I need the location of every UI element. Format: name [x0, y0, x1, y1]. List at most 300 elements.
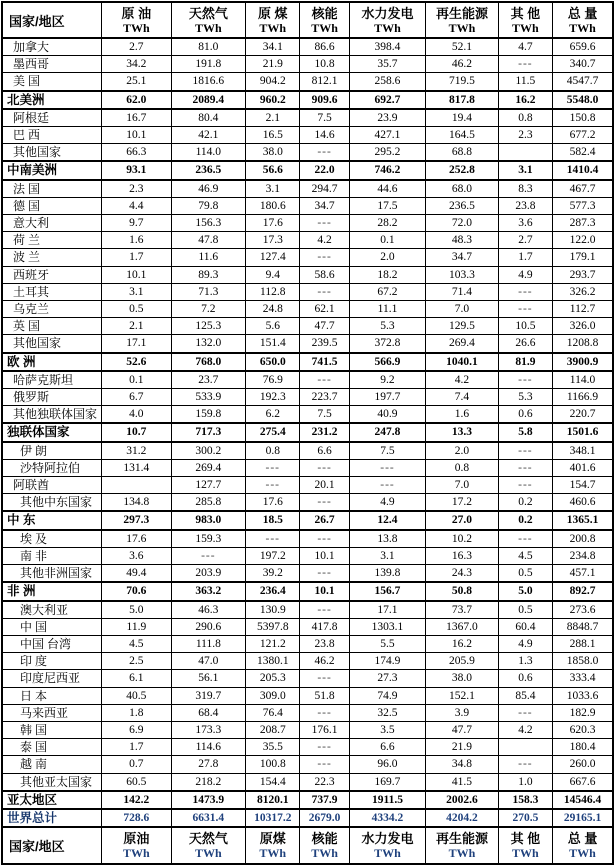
value-cell: 2.7: [498, 232, 552, 249]
value-cell: 728.6: [102, 809, 171, 827]
table-row: [2, 442, 613, 460]
value-cell: 2.3: [102, 180, 171, 198]
value-cell: 577.3: [553, 197, 613, 214]
row-label: 哈萨克斯坦: [2, 371, 102, 389]
value-cell: 17.1: [349, 601, 426, 619]
value-cell: 27.8: [171, 756, 245, 773]
table-row: [2, 704, 613, 721]
value-cell: 130.9: [246, 601, 300, 619]
value-cell: 4547.7: [553, 73, 613, 91]
value-cell: 1.7: [498, 249, 552, 266]
value-cell: 205.9: [426, 653, 498, 670]
value-cell: 86.6: [300, 38, 349, 56]
value-cell: 566.9: [349, 353, 426, 371]
value-cell: 1501.6: [553, 423, 613, 441]
row-label: 波 兰: [2, 249, 102, 266]
value-cell: 21.9: [426, 739, 498, 756]
value-cell: 6.6: [300, 442, 349, 460]
value-cell: 417.8: [300, 618, 349, 635]
region-total-row: [2, 91, 613, 109]
row-label: 其他国家: [2, 335, 102, 353]
value-cell: 62.0: [102, 91, 171, 109]
value-cell: 156.3: [171, 215, 245, 232]
value-cell: ---: [498, 756, 552, 773]
value-cell: 8120.1: [246, 791, 300, 809]
value-cell: 3.1: [349, 547, 426, 564]
value-cell: 300.2: [171, 442, 245, 460]
value-cell: 18.5: [246, 511, 300, 529]
value-cell: ---: [300, 249, 349, 266]
value-cell: 0.2: [498, 511, 552, 529]
value-cell: 10.1: [102, 127, 171, 144]
table-row: [2, 215, 613, 232]
value-cell: 1.7: [102, 249, 171, 266]
col-header-nuclear-name: 核能: [311, 5, 338, 21]
value-cell: 1.0: [498, 773, 552, 791]
table-row: [2, 773, 613, 791]
row-label: 阿联酋: [2, 477, 102, 494]
value-cell: ---: [300, 494, 349, 512]
value-cell: 960.2: [246, 91, 300, 109]
value-cell: 247.8: [349, 423, 426, 441]
table-row: [2, 144, 613, 162]
footer-col-other: [498, 827, 552, 864]
value-cell: ---: [498, 530, 552, 548]
value-cell: 0.5: [498, 601, 552, 619]
footer-col-hydro-unit: TWh: [374, 846, 401, 861]
value-cell: 1166.9: [553, 389, 613, 406]
value-cell: 5.3: [349, 318, 426, 335]
table-row: [2, 459, 613, 476]
value-cell: 17.6: [102, 530, 171, 548]
value-cell: 11.1: [349, 301, 426, 318]
value-cell: 89.3: [171, 266, 245, 283]
value-cell: 309.0: [246, 687, 300, 704]
value-cell: 154.7: [553, 477, 613, 494]
row-label: 中 东: [2, 511, 102, 529]
value-cell: 49.4: [102, 565, 171, 583]
value-cell: 112.8: [246, 283, 300, 300]
value-cell: 0.5: [102, 301, 171, 318]
value-cell: 35.5: [246, 739, 300, 756]
value-cell: ---: [300, 601, 349, 619]
value-cell: 5.6: [246, 318, 300, 335]
value-cell: 10.1: [300, 582, 349, 600]
value-cell: 26.6: [498, 335, 552, 353]
value-cell: 0.8: [498, 109, 552, 127]
footer-col-hydro: [349, 827, 426, 864]
value-cell: 9.4: [246, 266, 300, 283]
value-cell: 333.4: [553, 670, 613, 687]
value-cell: 236.4: [246, 582, 300, 600]
value-cell: 348.1: [553, 442, 613, 460]
value-cell: 17.6: [246, 494, 300, 512]
footer-col-total: [553, 827, 613, 864]
value-cell: 2.0: [349, 249, 426, 266]
value-cell: 1303.1: [349, 618, 426, 635]
value-cell: 4.4: [102, 197, 171, 214]
value-cell: 295.2: [349, 144, 426, 162]
row-label: 乌克兰: [2, 301, 102, 318]
value-cell: ---: [498, 371, 552, 389]
table-row: [2, 547, 613, 564]
value-cell: 293.7: [553, 266, 613, 283]
value-cell: [102, 477, 171, 494]
value-cell: 8.3: [498, 180, 552, 198]
value-cell: 34.8: [426, 756, 498, 773]
value-cell: 2089.4: [171, 91, 245, 109]
row-label: 沙特阿拉伯: [2, 459, 102, 476]
row-label: 意大利: [2, 215, 102, 232]
row-label: 中南美洲: [2, 161, 102, 179]
value-cell: 76.4: [246, 704, 300, 721]
value-cell: 0.6: [498, 406, 552, 424]
value-cell: 5.3: [498, 389, 552, 406]
value-cell: 40.5: [102, 687, 171, 704]
value-cell: 50.8: [426, 582, 498, 600]
value-cell: 44.6: [349, 180, 426, 198]
table-row: [2, 687, 613, 704]
value-cell: 152.1: [426, 687, 498, 704]
value-cell: ---: [300, 215, 349, 232]
value-cell: 134.8: [102, 494, 171, 512]
table-row: [2, 56, 613, 73]
row-label: 其他独联体国家: [2, 406, 102, 424]
value-cell: 154.4: [246, 773, 300, 791]
row-label: 中国 台湾: [2, 635, 102, 652]
value-cell: 0.5: [498, 565, 552, 583]
value-cell: 582.4: [553, 144, 613, 162]
value-cell: 236.5: [171, 161, 245, 179]
value-cell: 47.7: [300, 318, 349, 335]
value-cell: 4204.2: [426, 809, 498, 827]
value-cell: 7.0: [426, 477, 498, 494]
value-cell: 111.8: [171, 635, 245, 652]
value-cell: 8848.7: [553, 618, 613, 635]
value-cell: ---: [498, 56, 552, 73]
row-label: 独联体国家: [2, 423, 102, 441]
row-label: 欧 洲: [2, 353, 102, 371]
col-header-renewable: [426, 2, 498, 38]
value-cell: 21.9: [246, 56, 300, 73]
value-cell: 24.8: [246, 301, 300, 318]
value-cell: 0.2: [498, 494, 552, 512]
value-cell: ---: [246, 477, 300, 494]
value-cell: 179.1: [553, 249, 613, 266]
value-cell: 203.9: [171, 565, 245, 583]
value-cell: 220.7: [553, 406, 613, 424]
value-cell: 4.9: [498, 266, 552, 283]
row-label: 印 度: [2, 653, 102, 670]
col-header-coal: [246, 2, 300, 38]
table-row: [2, 635, 613, 652]
row-label: 其他中东国家: [2, 494, 102, 512]
value-cell: 129.5: [426, 318, 498, 335]
value-cell: 4.2: [300, 232, 349, 249]
value-cell: 46.2: [426, 56, 498, 73]
value-cell: 260.0: [553, 756, 613, 773]
region-column-title: 国家/地区: [9, 13, 65, 29]
value-cell: 2.3: [498, 127, 552, 144]
value-cell: 4.9: [349, 494, 426, 512]
value-cell: 34.7: [300, 197, 349, 214]
value-cell: ---: [349, 459, 426, 476]
table-footer: [2, 827, 613, 864]
value-cell: 273.6: [553, 601, 613, 619]
value-cell: 4.9: [498, 635, 552, 652]
row-label: 墨西哥: [2, 56, 102, 73]
value-cell: 983.0: [171, 511, 245, 529]
value-cell: 13.3: [426, 423, 498, 441]
value-cell: 7.5: [300, 406, 349, 424]
value-cell: ---: [349, 477, 426, 494]
row-label: 越 南: [2, 756, 102, 773]
footer-col-crude-oil-unit: TWh: [123, 846, 150, 861]
value-cell: 174.9: [349, 653, 426, 670]
value-cell: 56.6: [246, 161, 300, 179]
value-cell: 103.3: [426, 266, 498, 283]
footer-col-coal: [246, 827, 300, 864]
value-cell: 6.6: [349, 739, 426, 756]
col-header-natural-gas-unit: TWh: [194, 20, 222, 35]
value-cell: 127.7: [171, 477, 245, 494]
region-total-row: [2, 511, 613, 529]
col-header-natural-gas: [171, 2, 245, 38]
value-cell: 52.6: [102, 353, 171, 371]
value-cell: 817.8: [426, 91, 498, 109]
value-cell: 48.3: [426, 232, 498, 249]
value-cell: 38.0: [426, 670, 498, 687]
value-cell: 51.8: [300, 687, 349, 704]
row-label: 英 国: [2, 318, 102, 335]
value-cell: 650.0: [246, 353, 300, 371]
footer-col-coal-name: 原煤: [259, 831, 286, 847]
value-cell: 290.6: [171, 618, 245, 635]
value-cell: ---: [498, 704, 552, 721]
table-header: [2, 2, 613, 38]
value-cell: 6.7: [102, 389, 171, 406]
col-header-other-unit: TWh: [512, 20, 539, 35]
value-cell: ---: [300, 670, 349, 687]
value-cell: 52.1: [426, 38, 498, 56]
value-cell: 19.4: [426, 109, 498, 127]
value-cell: ---: [498, 283, 552, 300]
value-cell: 457.1: [553, 565, 613, 583]
col-header-nuclear: [300, 2, 349, 38]
col-header-crude-oil: [102, 2, 171, 38]
value-cell: 159.8: [171, 406, 245, 424]
footer-col-renewable: [426, 827, 498, 864]
value-cell: 0.7: [102, 756, 171, 773]
value-cell: 401.6: [553, 459, 613, 476]
value-cell: 197.7: [349, 389, 426, 406]
value-cell: 16.7: [102, 109, 171, 127]
value-cell: 904.2: [246, 73, 300, 91]
value-cell: 85.4: [498, 687, 552, 704]
value-cell: 23.8: [498, 197, 552, 214]
value-cell: 100.8: [246, 756, 300, 773]
value-cell: 81.0: [171, 38, 245, 56]
row-label: 法 国: [2, 180, 102, 198]
value-cell: ---: [246, 530, 300, 548]
value-cell: 12.4: [349, 511, 426, 529]
table-row: [2, 721, 613, 738]
footer-col-nuclear: [300, 827, 349, 864]
value-cell: 46.2: [300, 653, 349, 670]
value-cell: 2.5: [102, 653, 171, 670]
value-cell: 26.7: [300, 511, 349, 529]
region-total-row: [2, 791, 613, 809]
value-cell: 10.7: [102, 423, 171, 441]
value-cell: ---: [171, 547, 245, 564]
value-cell: 127.4: [246, 249, 300, 266]
value-cell: 17.1: [102, 335, 171, 353]
value-cell: 81.9: [498, 353, 552, 371]
value-cell: 5.5: [349, 635, 426, 652]
value-cell: 4.5: [498, 547, 552, 564]
value-cell: 18.2: [349, 266, 426, 283]
value-cell: 269.4: [171, 459, 245, 476]
value-cell: 139.8: [349, 565, 426, 583]
value-cell: 3.5: [349, 721, 426, 738]
col-header-renewable-unit: TWh: [448, 20, 476, 35]
value-cell: 114.0: [553, 371, 613, 389]
value-cell: 58.6: [300, 266, 349, 283]
value-cell: 197.2: [246, 547, 300, 564]
value-cell: 10.2: [426, 530, 498, 548]
value-cell: 5397.8: [246, 618, 300, 635]
table-row: [2, 618, 613, 635]
value-cell: 2002.6: [426, 791, 498, 809]
value-cell: 34.7: [426, 249, 498, 266]
table-row: [2, 670, 613, 687]
value-cell: 169.7: [349, 773, 426, 791]
value-cell: 7.0: [426, 301, 498, 318]
table-row: [2, 38, 613, 56]
col-header-hydro-name: 水力发电: [361, 5, 414, 21]
table-row: [2, 494, 613, 512]
value-cell: 42.1: [171, 127, 245, 144]
value-cell: 68.8: [426, 144, 498, 162]
col-header-natural-gas-name: 天然气: [188, 5, 228, 21]
value-cell: 22.3: [300, 773, 349, 791]
row-label: 其他亚太国家: [2, 773, 102, 791]
row-label: 俄罗斯: [2, 389, 102, 406]
value-cell: 121.2: [246, 635, 300, 652]
value-cell: 180.4: [553, 739, 613, 756]
value-cell: 150.8: [553, 109, 613, 127]
value-cell: 892.7: [553, 582, 613, 600]
value-cell: 23.7: [171, 371, 245, 389]
value-cell: 812.1: [300, 73, 349, 91]
value-cell: ---: [300, 756, 349, 773]
value-cell: 1.6: [102, 232, 171, 249]
region-total-row: [2, 423, 613, 441]
table-row: [2, 530, 613, 548]
value-cell: 158.3: [498, 791, 552, 809]
value-cell: 47.7: [426, 721, 498, 738]
value-cell: 6.9: [102, 721, 171, 738]
table-row: [2, 73, 613, 91]
value-cell: 319.7: [171, 687, 245, 704]
value-cell: 34.1: [246, 38, 300, 56]
row-label: 美 国: [2, 73, 102, 91]
value-cell: 13.8: [349, 530, 426, 548]
col-header-renewable-name: 再生能源: [435, 5, 488, 21]
value-cell: 533.9: [171, 389, 245, 406]
value-cell: 252.8: [426, 161, 498, 179]
value-cell: 231.2: [300, 423, 349, 441]
value-cell: 2.7: [102, 38, 171, 56]
row-label: 巴 西: [2, 127, 102, 144]
value-cell: 66.3: [102, 144, 171, 162]
value-cell: 1040.1: [426, 353, 498, 371]
value-cell: 24.3: [426, 565, 498, 583]
row-label: 韩 国: [2, 721, 102, 738]
value-cell: 10317.2: [246, 809, 300, 827]
value-cell: 80.4: [171, 109, 245, 127]
value-cell: 151.4: [246, 335, 300, 353]
value-cell: 1367.0: [426, 618, 498, 635]
value-cell: 132.0: [171, 335, 245, 353]
value-cell: 340.7: [553, 56, 613, 73]
table-row: [2, 127, 613, 144]
col-header-total: [553, 2, 613, 38]
row-label: 其他非洲国家: [2, 565, 102, 583]
value-cell: 460.6: [553, 494, 613, 512]
value-cell: 173.3: [171, 721, 245, 738]
value-cell: 46.9: [171, 180, 245, 198]
value-cell: 34.2: [102, 56, 171, 73]
value-cell: 41.5: [426, 773, 498, 791]
row-label: 马来西亚: [2, 704, 102, 721]
table-row: [2, 109, 613, 127]
row-label: 澳大利亚: [2, 601, 102, 619]
value-cell: 47.8: [171, 232, 245, 249]
footer-col-natural-gas: [171, 827, 245, 864]
table-row: [2, 739, 613, 756]
value-cell: 363.2: [171, 582, 245, 600]
value-cell: 285.8: [171, 494, 245, 512]
row-label: 世界总计: [2, 809, 102, 827]
table-body: [2, 38, 613, 827]
col-header-hydro-unit: TWh: [374, 20, 401, 35]
value-cell: 909.6: [300, 91, 349, 109]
value-cell: 5.0: [102, 601, 171, 619]
value-cell: 270.5: [498, 809, 552, 827]
value-cell: 239.5: [300, 335, 349, 353]
value-cell: 191.8: [171, 56, 245, 73]
col-header-crude-oil-unit: TWh: [123, 20, 150, 35]
footer-col-total-name: 总 量: [567, 831, 598, 847]
value-cell: 122.0: [553, 232, 613, 249]
footer-col-total-unit: TWh: [569, 846, 596, 861]
value-cell: 1858.0: [553, 653, 613, 670]
row-label: 阿根廷: [2, 109, 102, 127]
col-header-other: [498, 2, 552, 38]
value-cell: 62.1: [300, 301, 349, 318]
value-cell: 131.4: [102, 459, 171, 476]
value-cell: 14.6: [300, 127, 349, 144]
value-cell: 114.6: [171, 739, 245, 756]
value-cell: 164.5: [426, 127, 498, 144]
value-cell: 9.2: [349, 371, 426, 389]
value-cell: 1380.1: [246, 653, 300, 670]
value-cell: 0.6: [498, 670, 552, 687]
footer-col-natural-gas-name: 天然气: [188, 831, 228, 847]
value-cell: 68.0: [426, 180, 498, 198]
region-total-row: [2, 161, 613, 179]
